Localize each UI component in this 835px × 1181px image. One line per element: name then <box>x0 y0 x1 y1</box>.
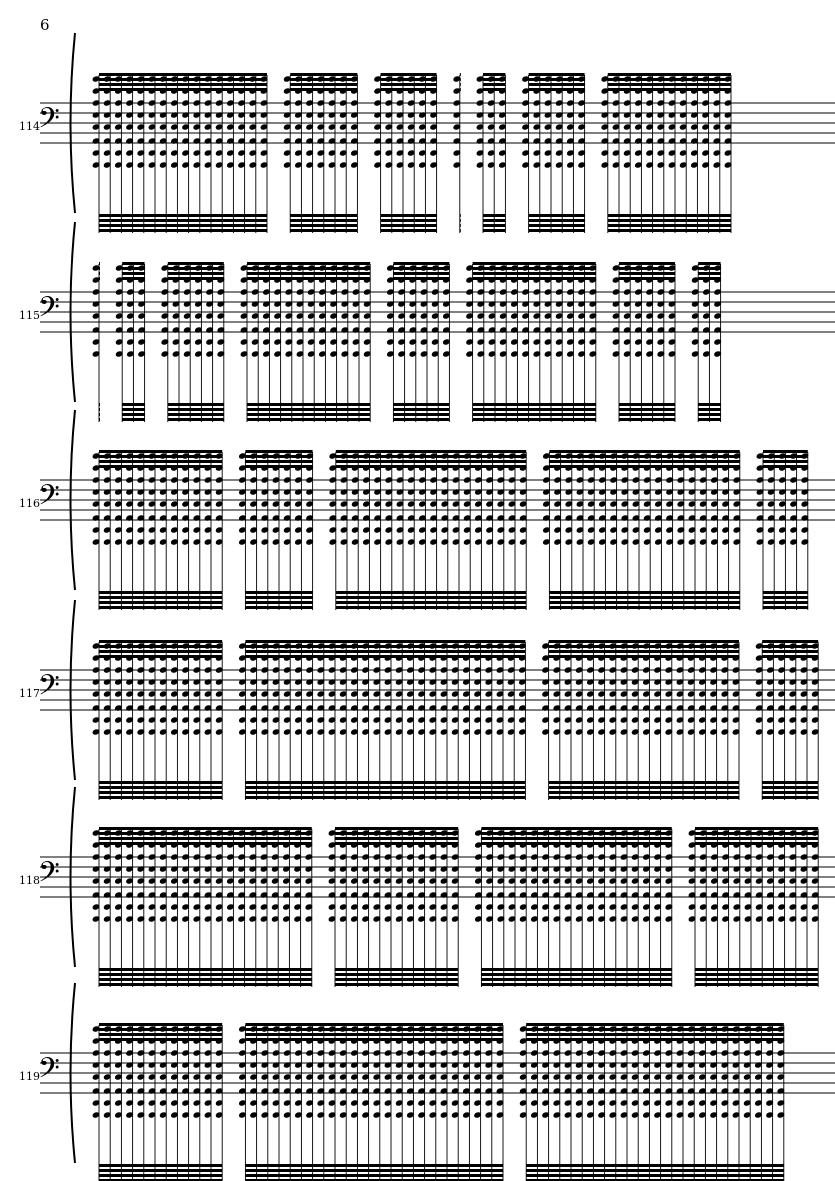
bass-clef-icon: 𝄢 <box>38 102 60 142</box>
beam <box>247 408 370 411</box>
beam <box>99 655 222 658</box>
beam <box>549 606 739 609</box>
measure-number: 118 <box>19 874 40 887</box>
beam <box>168 272 224 275</box>
beam <box>763 591 808 594</box>
beam <box>99 267 100 270</box>
beam <box>695 842 818 845</box>
beam <box>247 418 370 421</box>
beam <box>460 83 461 86</box>
beam <box>99 591 222 594</box>
beam <box>245 465 312 468</box>
beam <box>549 640 739 643</box>
beam <box>698 413 720 416</box>
beam <box>245 455 312 458</box>
beam <box>99 968 312 971</box>
beam <box>245 591 312 594</box>
beam <box>245 640 525 643</box>
beam <box>619 272 675 275</box>
beam <box>245 781 525 784</box>
beam <box>381 78 437 81</box>
beam <box>290 78 357 81</box>
beam <box>245 450 312 453</box>
beam <box>619 413 675 416</box>
beam <box>99 408 100 411</box>
beam <box>762 796 818 799</box>
beam <box>99 1169 222 1172</box>
beam <box>473 277 596 280</box>
beam <box>698 272 720 275</box>
beam <box>763 465 808 468</box>
beam <box>549 465 739 468</box>
beam <box>99 229 267 232</box>
bass-clef-icon: 𝄢 <box>38 291 60 331</box>
beam <box>481 832 671 835</box>
beam <box>245 655 525 658</box>
beam <box>99 640 222 643</box>
beam <box>99 837 312 840</box>
beam <box>393 403 449 406</box>
beam <box>336 465 526 468</box>
beam <box>619 403 675 406</box>
beam <box>168 267 224 270</box>
beam <box>549 455 739 458</box>
beam <box>335 827 458 830</box>
beam <box>393 272 449 275</box>
beam <box>762 650 818 653</box>
beam <box>762 655 818 658</box>
beam <box>393 413 449 416</box>
beam <box>529 88 585 91</box>
beam <box>619 267 675 270</box>
beam <box>99 1038 222 1041</box>
beam <box>99 1033 222 1036</box>
beam <box>99 88 267 91</box>
measure-number: 119 <box>19 1070 40 1083</box>
beam <box>483 219 505 222</box>
beam <box>619 262 675 265</box>
measure-number: 117 <box>19 687 40 700</box>
beam <box>763 450 808 453</box>
beam <box>99 827 312 830</box>
beam <box>460 88 461 91</box>
beam <box>247 403 370 406</box>
beam <box>168 408 224 411</box>
beam <box>549 596 739 599</box>
beam <box>99 650 222 653</box>
beam <box>336 450 526 453</box>
beam <box>483 83 505 86</box>
beam <box>99 465 222 468</box>
beam <box>168 413 224 416</box>
beam <box>763 460 808 463</box>
beam <box>336 591 526 594</box>
beam <box>336 455 526 458</box>
beam <box>168 403 224 406</box>
beam <box>473 413 596 416</box>
beam <box>99 1174 222 1177</box>
beam <box>247 277 370 280</box>
beam <box>483 229 505 232</box>
beam <box>393 277 449 280</box>
beam <box>290 224 357 227</box>
beam <box>549 781 739 784</box>
beam <box>99 450 222 453</box>
beam <box>245 460 312 463</box>
beam <box>99 262 100 265</box>
beam <box>99 832 312 835</box>
beam <box>122 272 144 275</box>
beam <box>549 791 739 794</box>
beam <box>99 455 222 458</box>
beam <box>608 224 731 227</box>
beam <box>99 842 312 845</box>
beam <box>99 219 267 222</box>
beam <box>526 1028 784 1031</box>
beam <box>695 973 818 976</box>
beam <box>99 1023 222 1026</box>
beam <box>473 267 596 270</box>
beam <box>245 1023 503 1026</box>
beam <box>529 224 585 227</box>
beam <box>460 214 461 217</box>
beam <box>99 645 222 648</box>
beam <box>99 596 222 599</box>
beam <box>695 983 818 986</box>
beam <box>608 78 731 81</box>
beam <box>336 606 526 609</box>
beam <box>290 83 357 86</box>
beam <box>122 403 144 406</box>
beam <box>245 645 525 648</box>
beam <box>762 791 818 794</box>
beam <box>335 842 458 845</box>
beam <box>529 229 585 232</box>
measure-number: 116 <box>19 497 40 510</box>
beam <box>99 791 222 794</box>
beam <box>168 418 224 421</box>
beam <box>168 277 224 280</box>
beam <box>460 224 461 227</box>
beam <box>122 262 144 265</box>
beam <box>762 640 818 643</box>
beam <box>245 601 312 604</box>
beam <box>393 267 449 270</box>
beam <box>99 413 100 416</box>
beam <box>381 229 437 232</box>
beam <box>381 83 437 86</box>
beam <box>99 224 267 227</box>
beam <box>99 973 312 976</box>
beam <box>473 262 596 265</box>
beam <box>99 1164 222 1167</box>
beam <box>245 1174 503 1177</box>
bass-clef-icon: 𝄢 <box>38 669 60 709</box>
beam <box>529 219 585 222</box>
beam <box>335 983 458 986</box>
beam <box>526 1174 784 1177</box>
beam <box>245 1028 503 1031</box>
beam <box>290 214 357 217</box>
beam <box>335 837 458 840</box>
beam <box>549 591 739 594</box>
beam <box>481 827 671 830</box>
beam <box>99 272 100 275</box>
beam <box>473 403 596 406</box>
beam <box>483 73 505 76</box>
beam <box>763 606 808 609</box>
beam <box>481 973 671 976</box>
beam <box>460 219 461 222</box>
beam <box>549 460 739 463</box>
beam <box>460 78 461 81</box>
beam <box>608 219 731 222</box>
beam <box>526 1033 784 1036</box>
beam <box>245 796 525 799</box>
beam <box>168 262 224 265</box>
bass-clef-icon: 𝄢 <box>38 479 60 519</box>
beam <box>245 1033 503 1036</box>
beam <box>549 450 739 453</box>
beam <box>762 786 818 789</box>
beam <box>608 73 731 76</box>
beam <box>99 403 100 406</box>
beam <box>549 796 739 799</box>
beam <box>608 83 731 86</box>
beam <box>245 1169 503 1172</box>
page-number: 6 <box>40 16 50 34</box>
beam <box>247 267 370 270</box>
beam <box>290 88 357 91</box>
beam <box>529 214 585 217</box>
beam <box>762 645 818 648</box>
beam <box>473 272 596 275</box>
bass-clef-icon: 𝄢 <box>38 1052 60 1092</box>
beam <box>763 601 808 604</box>
beam <box>290 219 357 222</box>
beam <box>526 1164 784 1167</box>
measure-number: 114 <box>19 120 40 133</box>
beam <box>247 262 370 265</box>
beam <box>526 1023 784 1026</box>
beam <box>99 277 100 280</box>
beam <box>695 968 818 971</box>
beam <box>698 267 720 270</box>
beam <box>381 219 437 222</box>
beam <box>549 786 739 789</box>
beam <box>483 88 505 91</box>
beam <box>608 214 731 217</box>
beam <box>245 791 525 794</box>
beam <box>381 214 437 217</box>
beam <box>122 413 144 416</box>
beam <box>526 1038 784 1041</box>
beam <box>529 73 585 76</box>
beam <box>460 229 461 232</box>
beam <box>122 277 144 280</box>
beam <box>99 978 312 981</box>
beam <box>245 1038 503 1041</box>
beam <box>763 455 808 458</box>
beam <box>247 413 370 416</box>
beam <box>763 596 808 599</box>
measure-number: 115 <box>19 309 40 322</box>
beam <box>393 262 449 265</box>
beam <box>99 78 267 81</box>
beam <box>99 796 222 799</box>
beam <box>122 408 144 411</box>
beam <box>698 408 720 411</box>
beam <box>698 403 720 406</box>
beam <box>483 78 505 81</box>
beam <box>99 983 312 986</box>
beam <box>335 832 458 835</box>
beam <box>335 973 458 976</box>
beam <box>549 650 739 653</box>
beam <box>99 214 267 217</box>
beam <box>99 601 222 604</box>
beam <box>762 781 818 784</box>
beam <box>245 596 312 599</box>
beam <box>695 978 818 981</box>
beam <box>481 983 671 986</box>
beam <box>290 73 357 76</box>
beam <box>619 408 675 411</box>
beam <box>529 83 585 86</box>
beam <box>336 460 526 463</box>
beam <box>529 78 585 81</box>
beam <box>483 224 505 227</box>
beam <box>99 1028 222 1031</box>
beam <box>393 408 449 411</box>
beam <box>549 655 739 658</box>
beam <box>481 968 671 971</box>
beam <box>335 968 458 971</box>
bass-clef-icon: 𝄢 <box>38 856 60 896</box>
beam <box>460 73 461 76</box>
beam <box>122 267 144 270</box>
beam <box>483 214 505 217</box>
beam <box>526 1169 784 1172</box>
beam <box>698 277 720 280</box>
beam <box>381 88 437 91</box>
beam <box>99 460 222 463</box>
beam <box>381 73 437 76</box>
beam <box>99 418 100 421</box>
beam <box>336 596 526 599</box>
beam <box>695 837 818 840</box>
beam <box>99 83 267 86</box>
beam <box>473 418 596 421</box>
beam <box>473 408 596 411</box>
beam <box>393 418 449 421</box>
beam <box>695 832 818 835</box>
beam <box>122 418 144 421</box>
beam <box>290 229 357 232</box>
beam <box>245 1164 503 1167</box>
beam <box>335 978 458 981</box>
beam <box>698 262 720 265</box>
beam <box>381 224 437 227</box>
beam <box>481 837 671 840</box>
beam <box>481 842 671 845</box>
beam <box>608 88 731 91</box>
beam <box>481 978 671 981</box>
beam <box>619 418 675 421</box>
beam <box>549 601 739 604</box>
beam <box>99 606 222 609</box>
beam <box>336 601 526 604</box>
beam <box>245 606 312 609</box>
beam <box>608 229 731 232</box>
beam <box>619 277 675 280</box>
beam <box>245 650 525 653</box>
beam <box>698 418 720 421</box>
beam <box>549 645 739 648</box>
beam <box>99 786 222 789</box>
beam <box>99 73 267 76</box>
beam <box>247 272 370 275</box>
beam <box>245 786 525 789</box>
beam <box>695 827 818 830</box>
beam <box>99 781 222 784</box>
